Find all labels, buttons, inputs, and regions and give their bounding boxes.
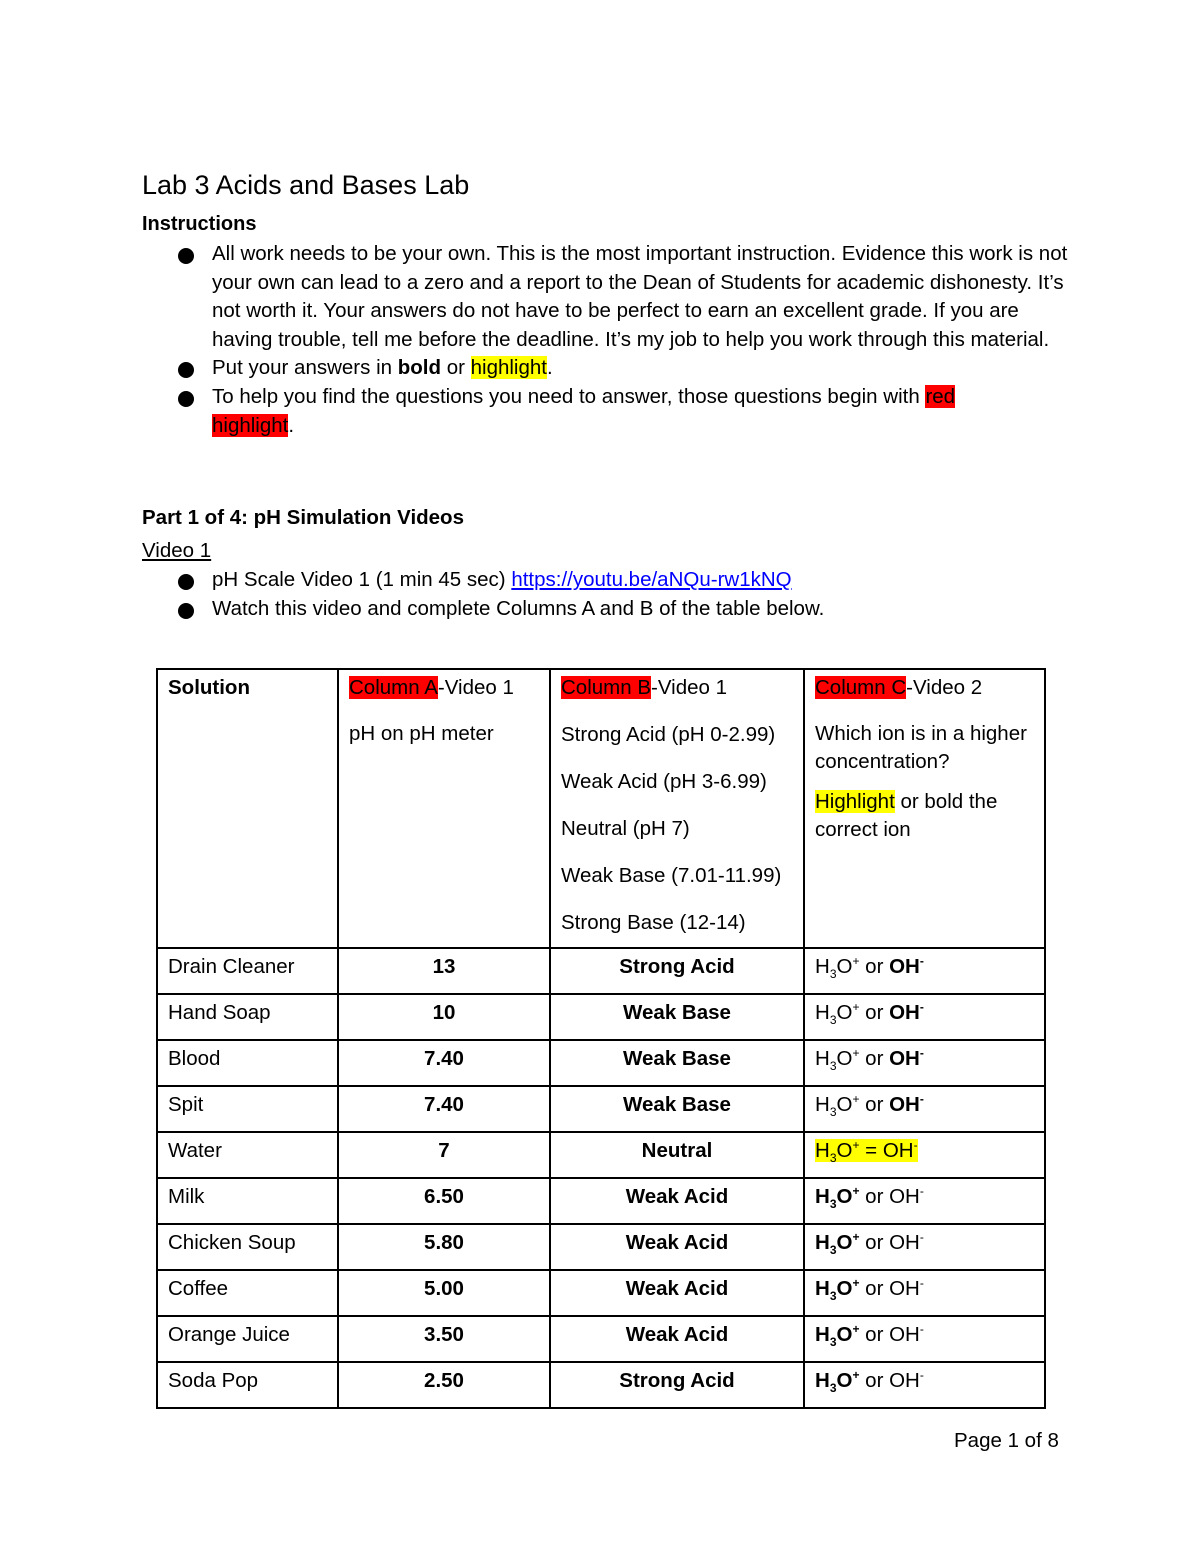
solution-cell: Blood <box>157 1040 338 1086</box>
category-cell: Weak Acid <box>550 1178 804 1224</box>
solution-cell: Water <box>157 1132 338 1178</box>
bullet-icon <box>178 248 194 264</box>
ph-cell: 7.40 <box>338 1086 550 1132</box>
instructions-heading: Instructions <box>142 213 257 235</box>
solution-cell: Milk <box>157 1178 338 1224</box>
instructions-list <box>178 240 1078 440</box>
ion-cell: $H_3O^+$ or OH- <box>804 1270 1045 1316</box>
red-highlight: highlight <box>212 413 289 437</box>
category-cell: Strong Acid <box>550 948 804 994</box>
solution-cell: Spit <box>157 1086 338 1132</box>
list-item: pH Scale Video 1 (1 min 45 sec) https://youtu.be/aNQu-rw1kNQ <box>178 566 1078 595</box>
category-cell: Weak Acid <box>550 1270 804 1316</box>
ion-cell: $H_3O^+ = OH^-$ <box>804 1132 1045 1178</box>
ion-cell: $H_3O^+$ or OH- <box>804 994 1045 1040</box>
table-row <box>157 1040 1045 1086</box>
table-row <box>157 1316 1045 1362</box>
part1-heading: Part 1 of 4: pH Simulation Videos <box>142 506 464 529</box>
table-row <box>157 1086 1045 1132</box>
yellow-highlight: highlight <box>470 356 547 380</box>
list-item: All work needs to be your own. This is the most important instruction. Evidence this work is not your own can lead to a zero and a report to the Dean of Students for academic dishonesty. It’s not worth it. Your answers do not have to be perfect to earn an excellent grade. If you are having trouble, tell me before the deadline. It’s my job to help you work through this material. <box>178 240 1078 354</box>
ph-cell: 5.00 <box>338 1270 550 1316</box>
category-cell: Weak Base <box>550 994 804 1040</box>
ion-cell: $H_3O^+$ or OH- <box>804 1316 1045 1362</box>
ion-cell: $H_3O^+$ or OH- <box>804 1224 1045 1270</box>
ph-cell: 13 <box>338 948 550 994</box>
ph-cell: 6.50 <box>338 1178 550 1224</box>
page-number: Page 1 of 8 <box>954 1429 1059 1452</box>
category-cell: Weak Acid <box>550 1224 804 1270</box>
bullet-icon <box>178 391 194 407</box>
ph-cell: 7.40 <box>338 1040 550 1086</box>
ion-cell: $H_3O^+$ or OH- <box>804 1362 1045 1408</box>
category-cell: Weak Base <box>550 1086 804 1132</box>
table-header-row <box>157 669 1045 948</box>
solution-cell: Drain Cleaner <box>157 948 338 994</box>
category-cell: Neutral <box>550 1132 804 1178</box>
red-highlight: red <box>925 384 956 408</box>
table-row <box>157 1270 1045 1316</box>
solution-cell: Orange Juice <box>157 1316 338 1362</box>
category-cell: Weak Acid <box>550 1316 804 1362</box>
ph-cell: 10 <box>338 994 550 1040</box>
video-list <box>178 566 1078 623</box>
header-column-a: Column A-Video 1 pH on pH meter <box>338 669 550 948</box>
ion-cell: $H_3O^+$ or OH- <box>804 948 1045 994</box>
ph-cell: 3.50 <box>338 1316 550 1362</box>
table-row <box>157 948 1045 994</box>
video1-label: Video 1 <box>142 539 212 562</box>
bullet-icon <box>178 362 194 378</box>
category-cell: Strong Acid <box>550 1362 804 1408</box>
solution-cell: Soda Pop <box>157 1362 338 1408</box>
header-column-b: Column B-Video 1 Strong Acid (pH 0-2.99) Weak Acid (pH 3-6.99) Neutral (pH 7) Weak Base (7.01-11.99) Strong Base (12-14) <box>550 669 804 948</box>
ph-cell: 7 <box>338 1132 550 1178</box>
ion-cell: $H_3O^+$ or OH- <box>804 1040 1045 1086</box>
table-row <box>157 1132 1045 1178</box>
video-link[interactable]: https://youtu.be/aNQu-rw1kNQ <box>511 568 792 591</box>
ion-cell: $H_3O^+$ or OH- <box>804 1086 1045 1132</box>
table-row <box>157 1362 1045 1408</box>
table-row <box>157 1224 1045 1270</box>
table-row <box>157 1178 1045 1224</box>
header-solution: Solution <box>157 669 338 948</box>
ph-cell: 5.80 <box>338 1224 550 1270</box>
page-title: Lab 3 Acids and Bases Lab <box>142 170 470 200</box>
solution-cell: Coffee <box>157 1270 338 1316</box>
table-row <box>157 994 1045 1040</box>
list-item: To help you find the questions you need to answer, those questions begin with red highlight. <box>178 383 1078 440</box>
bullet-icon <box>178 574 194 590</box>
solution-cell: Chicken Soup <box>157 1224 338 1270</box>
solution-cell: Hand Soap <box>157 994 338 1040</box>
list-item: Put your answers in bold or highlight. <box>178 354 1078 383</box>
ph-table <box>156 668 1046 1409</box>
list-item: Watch this video and complete Columns A and B of the table below. <box>178 595 1078 624</box>
category-cell: Weak Base <box>550 1040 804 1086</box>
ph-cell: 2.50 <box>338 1362 550 1408</box>
header-column-c: Column C-Video 2 Which ion is in a higher concentration? Highlight or bold the correct ion <box>804 669 1045 948</box>
ion-cell: $H_3O^+$ or OH- <box>804 1178 1045 1224</box>
bullet-icon <box>178 603 194 619</box>
